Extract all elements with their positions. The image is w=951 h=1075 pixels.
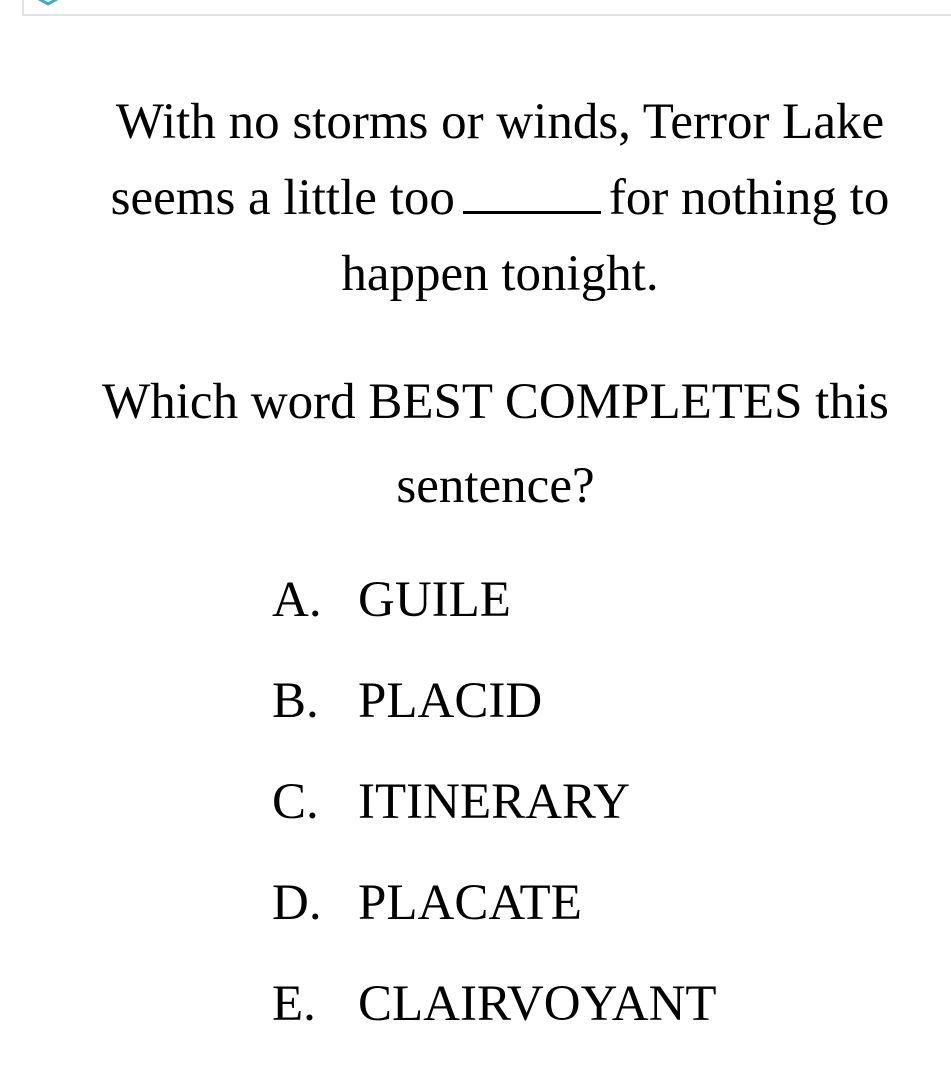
choice-text: ITINERARY — [358, 774, 630, 830]
answer-blank — [463, 175, 601, 214]
choice-letter: C. — [272, 774, 319, 830]
choice-letter: D. — [272, 875, 322, 931]
choice-text: CLAIRVOYANT — [358, 976, 717, 1032]
answer-choices — [272, 570, 717, 1075]
choice-d[interactable] — [272, 873, 717, 974]
question-line-3: happen tonight. — [341, 246, 659, 302]
choice-e[interactable] — [272, 974, 717, 1075]
choice-a[interactable] — [272, 570, 717, 671]
choice-letter: B. — [272, 673, 319, 729]
prompt-line-1: Which word BEST COMPLETES this — [102, 374, 889, 430]
chevron-icon[interactable] — [26, 0, 70, 6]
question-line-2-end: for nothing to — [608, 170, 890, 226]
prompt-line-2: sentence? — [396, 458, 595, 514]
question-line-2-start: seems a little too — [110, 170, 455, 226]
choice-letter: A. — [272, 572, 322, 628]
choice-text: PLACID — [358, 673, 543, 729]
choice-text: PLACATE — [358, 875, 582, 931]
question-text — [40, 84, 951, 312]
choice-letter: E. — [272, 976, 316, 1032]
question-line-1: With no storms or winds, Terror Lake — [115, 94, 885, 150]
choice-b[interactable] — [272, 671, 717, 772]
top-frame-edge — [22, 0, 951, 16]
choice-text: GUILE — [358, 572, 511, 628]
question-line-2 — [40, 160, 951, 236]
question-prompt — [20, 360, 951, 528]
choice-c[interactable] — [272, 772, 717, 873]
